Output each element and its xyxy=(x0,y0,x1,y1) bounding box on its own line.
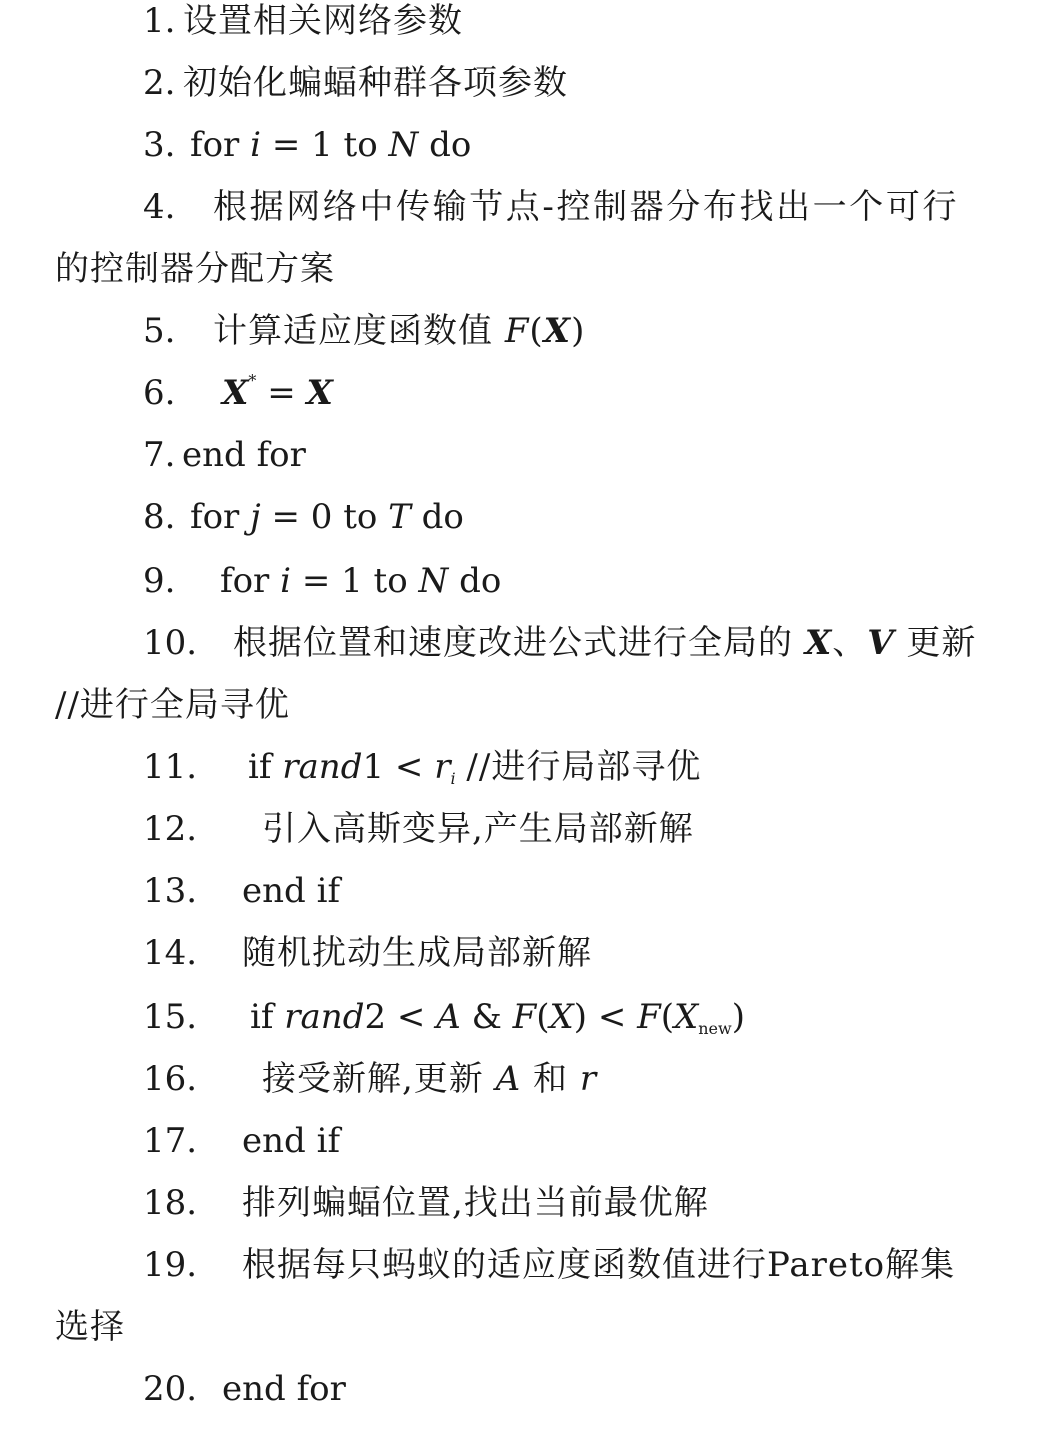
step-text: 根据网络中传输节点-控制器分布找出一个可行 xyxy=(213,187,960,227)
var-r: r xyxy=(579,1059,598,1099)
step-20 xyxy=(0,1358,1064,1420)
step-10 xyxy=(0,612,1064,674)
keyword-for: for xyxy=(190,125,240,165)
var-i: i xyxy=(250,125,261,165)
step-text xyxy=(233,612,976,674)
range-expr: = 1 to xyxy=(301,561,408,601)
var-x-star: X xyxy=(222,373,249,413)
step-number: 14. xyxy=(143,933,198,973)
step-text: 排列蝙蝠位置,找出当前最优解 xyxy=(242,1183,709,1223)
var-n: N xyxy=(418,561,449,601)
step-2 xyxy=(0,52,1064,114)
equals-sign: = xyxy=(267,373,296,413)
keyword-for: for xyxy=(220,561,270,601)
var-x: X xyxy=(804,623,833,663)
var-v: V xyxy=(867,623,895,663)
step-text-cjk: 根据每只蚂蚁的适应度函数值进行 xyxy=(242,1245,767,1285)
conjunction: 和 xyxy=(533,1059,568,1099)
separator: 、 xyxy=(832,623,868,663)
var-x: X xyxy=(549,997,574,1037)
step-text-continued: 的控制器分配方案 xyxy=(55,249,335,289)
step-code xyxy=(190,486,464,548)
step-text xyxy=(242,1234,955,1296)
step-text: end if xyxy=(242,871,341,911)
compare-expr: 2 < xyxy=(364,997,426,1037)
func-f: F xyxy=(512,997,537,1037)
keyword-do: do xyxy=(429,125,472,165)
star-superscript: * xyxy=(248,371,257,390)
step-9 xyxy=(0,550,1064,612)
func-f: F xyxy=(637,997,661,1037)
var-x: X xyxy=(674,997,699,1037)
var-i: i xyxy=(280,561,291,601)
var-j: j xyxy=(250,497,261,537)
keyword-if: if xyxy=(250,997,274,1037)
func-f: F xyxy=(504,311,530,351)
step-text: end for xyxy=(182,435,306,475)
var-t: T xyxy=(388,497,411,537)
step-code: if rand2 < A & $F(X) < F(X_{new})$ xyxy=(250,997,745,1038)
step-number: 12. xyxy=(143,809,198,849)
step-16 xyxy=(0,1048,1064,1110)
var-x: X xyxy=(306,373,333,413)
step-4 xyxy=(0,176,1064,238)
var-r: r xyxy=(434,747,451,787)
step-19-continued xyxy=(0,1296,1064,1358)
less-than: < xyxy=(597,997,627,1037)
step-number: 16. xyxy=(143,1059,198,1099)
step-7 xyxy=(0,424,1064,486)
compare-expr: 1 < xyxy=(362,747,424,787)
step-15 xyxy=(0,986,1064,1048)
step-number: 19. xyxy=(143,1245,198,1285)
step-code xyxy=(248,736,701,798)
step-19 xyxy=(0,1234,1064,1296)
step-code xyxy=(222,362,333,424)
var-rand: rand xyxy=(284,997,365,1037)
keyword-do: do xyxy=(421,497,464,537)
step-4-continued xyxy=(0,238,1064,300)
step-17 xyxy=(0,1110,1064,1172)
step-code xyxy=(190,114,471,176)
step-text: end if xyxy=(242,1121,341,1161)
step-1 xyxy=(0,0,1064,52)
keyword-do: do xyxy=(459,561,502,601)
subscript-new: new xyxy=(698,1019,732,1038)
step-text: end for xyxy=(222,1369,346,1409)
range-expr: = 0 to xyxy=(271,497,378,537)
step-text: 引入高斯变异,产生局部新解 xyxy=(262,809,694,849)
step-text-tail: 更新 xyxy=(906,623,977,663)
ampersand: & xyxy=(471,997,502,1037)
step-number: 11. xyxy=(143,747,198,787)
step-number: 5. xyxy=(143,311,176,351)
step-number: 6. xyxy=(143,373,176,413)
step-text-cjk: 根据位置和速度改进公式进行全局的 xyxy=(233,623,793,663)
step-number: 8. xyxy=(143,497,176,537)
step-text-cjk: 接受新解,更新 xyxy=(262,1059,484,1099)
step-8 xyxy=(0,486,1064,548)
var-n: N xyxy=(388,125,419,165)
step-number: 3. xyxy=(143,125,176,165)
keyword-for: for xyxy=(190,497,240,537)
step-number: 4. xyxy=(143,187,176,227)
comment-text: //进行局部寻优 xyxy=(466,747,702,787)
step-14 xyxy=(0,922,1064,984)
step-10-continued xyxy=(0,674,1064,736)
var-x: X xyxy=(543,311,572,351)
step-number: 1. xyxy=(143,1,176,41)
step-number: 9. xyxy=(143,561,176,601)
step-text-cjk: 计算适应度函数值 xyxy=(213,311,493,351)
step-3 xyxy=(0,114,1064,176)
step-text: 随机扰动生成局部新解 xyxy=(242,933,592,973)
step-number: 17. xyxy=(143,1121,198,1161)
step-text: 计算适应度函数值 F(X) xyxy=(213,311,586,351)
step-text xyxy=(262,1048,597,1110)
step-number: 18. xyxy=(143,1183,198,1223)
step-13 xyxy=(0,860,1064,922)
step-12 xyxy=(0,798,1064,860)
var-a: A xyxy=(495,1059,522,1099)
step-6 xyxy=(0,362,1064,424)
step-number: 2. xyxy=(143,63,176,103)
step-number: 7. xyxy=(143,435,176,475)
step-text-continued: 选择 xyxy=(55,1307,125,1347)
step-number: 20. xyxy=(143,1369,198,1409)
range-expr: = 1 to xyxy=(271,125,378,165)
step-text-tail: 解集 xyxy=(885,1245,956,1285)
var-rand: rand xyxy=(282,747,363,787)
step-number: 10. xyxy=(143,623,198,663)
var-a: A xyxy=(436,997,461,1037)
step-number: 15. xyxy=(143,997,198,1037)
step-text: 设置相关网络参数 xyxy=(183,1,463,41)
comment-text: //进行全局寻优 xyxy=(55,685,290,725)
step-18 xyxy=(0,1172,1064,1234)
keyword-if: if xyxy=(248,747,272,787)
step-number: 13. xyxy=(143,871,198,911)
step-11 xyxy=(0,736,1064,798)
step-text: 初始化蝙蝠种群各项参数 xyxy=(183,63,568,103)
subscript-i: i xyxy=(450,769,456,788)
step-code xyxy=(220,550,501,612)
pareto-term: Pareto xyxy=(767,1245,886,1285)
step-5 xyxy=(0,300,1064,362)
